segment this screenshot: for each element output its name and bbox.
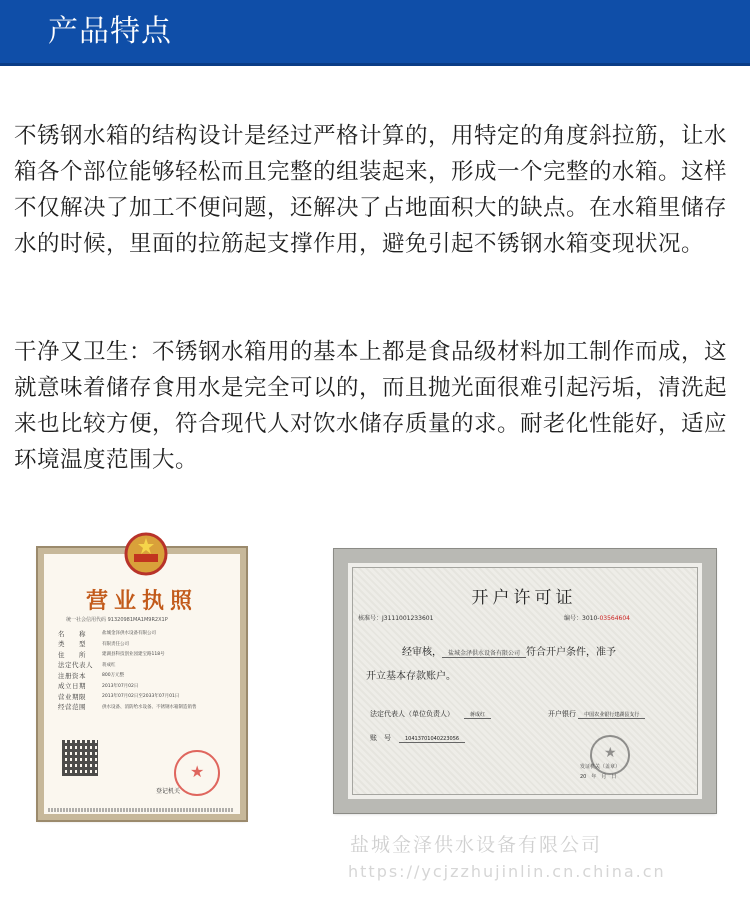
header-bar — [0, 0, 750, 66]
permit-serial-number: 编号：3010-03564604 — [564, 615, 630, 622]
permit-approval-line: 经审核， 盐城金泽供水设备有限公司 符合开户条件，准予 — [402, 647, 617, 658]
qr-code-icon — [62, 740, 98, 776]
license-row: 法定代表人 蒋成红 — [58, 661, 116, 670]
license-row: 住 所 建湖县科技创业园建宝路118号 — [58, 650, 165, 659]
license-row: 类 型 有限责任公司 — [58, 640, 129, 649]
registration-authority: 登记机关 — [156, 788, 181, 795]
permit-issuer: 发证机关（盖章） — [580, 764, 621, 770]
watermark-url: https://ycjzzhujinlin.cn.china.cn — [348, 862, 666, 881]
permit-approval-number: 核准号：J3111001233601 — [358, 615, 434, 622]
permit-account: 账 号 10413701040223056 — [370, 733, 465, 743]
permit-legal-rep: 法定代表人（单位负责人） 蒋成红 — [370, 709, 491, 719]
license-title: 营业执照 — [85, 589, 198, 614]
license-credit-code: 统一社会信用代码 91320981MA1M9R2X1P — [66, 617, 168, 623]
permit-bank: 开户银行 中国农业银行建湖县支行 — [548, 709, 645, 719]
account-permit-image — [334, 549, 716, 813]
license-row: 名 称 盐城金泽供水设备有限公司 — [58, 629, 156, 638]
paragraph-structure: 不锈钢水箱的结构设计是经过严格计算的，用特定的角度斜拉筋，让水箱各个部位能够轻松而且完整的组装起来，形成一个完整的水箱。这样不仅解决了加工不便问题，还解决了占地面积大的缺点。在水箱里储存水的时候，里面的拉筋起支撑作用，避免引起不锈钢水箱变现状况。 — [14, 123, 728, 257]
license-footer — [48, 808, 234, 812]
license-fields — [58, 628, 234, 712]
permit-date: 20 年 月 日 — [580, 774, 617, 780]
license-row: 成立日期 2013年07月02日 — [58, 682, 139, 691]
license-row: 营业期限 2013年07月02日至2033年07月01日 — [58, 692, 180, 701]
paragraph-hygiene: 干净又卫生：不锈钢水箱用的基本上都是食品级材料加工制作而成，这就意味着储存食用水是完全可以的，而且抛光面很难引起污垢，清洗起来也比较方便，符合现代人对饮水储存质量的求。耐老化性能好，适应环境温度范围大。 — [14, 339, 728, 473]
watermark-company: 盐城金泽供水设备有限公司 — [350, 834, 603, 856]
section-title: 产品特点 — [48, 14, 172, 49]
license-row: 经营范围 供水设备、消防给水设备、不锈钢水箱制造销售 — [58, 703, 197, 712]
national-emblem-icon — [124, 532, 168, 576]
permit-title: 开户许可证 — [471, 588, 577, 608]
business-license-image — [38, 548, 246, 820]
license-row: 注册资本 800万元整 — [58, 671, 125, 680]
red-seal-icon — [174, 750, 220, 796]
permit-open-line: 开立基本存款账户。 — [366, 671, 456, 682]
